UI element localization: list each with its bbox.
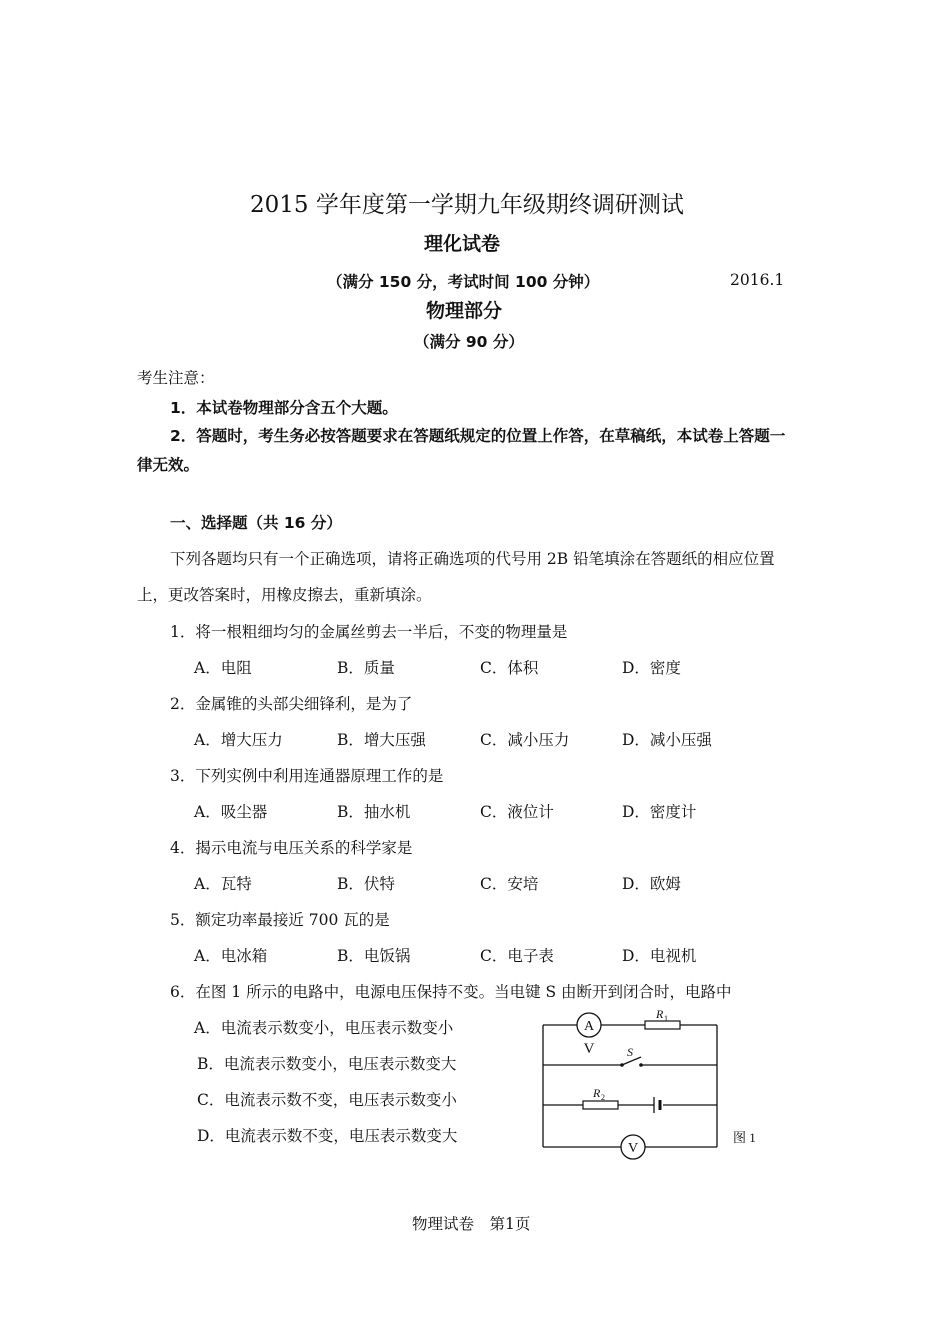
resistor-r1-label: R [656, 1007, 664, 1021]
switch-contact-icon [620, 1063, 624, 1067]
option-d: D．电流表示数不变，电压表示数变大 [197, 1127, 458, 1145]
notice-item-2-line1: 2．答题时，考生务必按答题要求在答题纸规定的位置上作答，在草稿纸，本试卷上答题一 [170, 427, 786, 445]
option-c: C．减小压力 [480, 731, 570, 749]
option-b: B．增大压强 [337, 731, 426, 749]
option-b: B．电流表示数变小，电压表示数变大 [197, 1055, 457, 1073]
notice-item-2-line2: 律无效。 [137, 456, 200, 474]
question-stem: 2．金属锥的头部尖细锋利，是为了 [170, 695, 413, 713]
option-a: A．电流表示数变小，电压表示数变小 [194, 1019, 454, 1037]
option-a: A．电阻 [194, 659, 252, 677]
option-a: A．电冰箱 [194, 947, 268, 965]
question-stem: 6．在图 1 所示的电路中，电源电压保持不变。当电键 S 由断开到闭合时，电路中 [170, 983, 732, 1001]
option-b: B．伏特 [337, 875, 395, 893]
resistor-r2-icon [583, 1101, 618, 1109]
option-c: C．安培 [480, 875, 539, 893]
page-footer: 物理试卷 第1页 [412, 1215, 531, 1233]
switch-label: S [627, 1045, 633, 1059]
notice-item-1: 1．本试卷物理部分含五个大题。 [170, 399, 398, 417]
ammeter-label: A [583, 1019, 595, 1034]
option-d: D．密度 [622, 659, 681, 677]
option-b: B．抽水机 [337, 803, 411, 821]
exam-subtitle: 理化试卷 [424, 233, 501, 255]
option-b: B．质量 [337, 659, 395, 677]
section-heading: 一、选择题（共 16 分） [170, 514, 342, 532]
exam-date: 2016.1 [730, 271, 785, 289]
part-score: （满分 90 分） [414, 333, 524, 351]
option-d: D．电视机 [622, 947, 697, 965]
option-c: C．液位计 [480, 803, 554, 821]
exam-title: 2015 学年度第一学期九年级期终调研测试 [250, 192, 684, 218]
score-time: （满分 150 分，考试时间 100 分钟） [327, 273, 600, 291]
figure-label: 图 1 [733, 1130, 756, 1145]
option-d: D．欧姆 [622, 875, 681, 893]
option-d: D．密度计 [622, 803, 697, 821]
option-a: A．吸尘器 [194, 803, 268, 821]
option-a: A．瓦特 [194, 875, 252, 893]
option-c: C．体积 [480, 659, 539, 677]
switch-contact-icon [639, 1063, 643, 1067]
resistor-r1-subscript: 1 [664, 1014, 668, 1023]
section-intro-line1: 下列各题均只有一个正确选项，请将正确选项的代号用 2B 铅笔填涂在答题纸的相应位置 [170, 550, 775, 568]
option-a: A．增大压力 [194, 731, 283, 749]
question-stem: 4．揭示电流与电压关系的科学家是 [170, 839, 413, 857]
section-intro-line2: 上，更改答案时，用橡皮擦去，重新填涂。 [137, 586, 432, 604]
option-b: B．电饭锅 [337, 947, 411, 965]
voltmeter-label: V [627, 1141, 639, 1156]
resistor-r1-icon [645, 1021, 680, 1029]
question-stem: 5．额定功率最接近 700 瓦的是 [170, 911, 390, 929]
option-c: C．电子表 [480, 947, 554, 965]
resistor-r2-subscript: 2 [601, 1093, 605, 1102]
part-title: 物理部分 [426, 300, 503, 322]
option-c: C．电流表示数不变，电压表示数变小 [197, 1091, 457, 1109]
question-stem: 3．下列实例中利用连通器原理工作的是 [170, 767, 444, 785]
resistor-r2-label: R [593, 1086, 601, 1100]
question-stem: 1．将一根粗细均匀的金属丝剪去一半后，不变的物理量是 [170, 623, 568, 641]
option-d: D．减小压强 [622, 731, 712, 749]
voltmeter-top-label: V [583, 1041, 595, 1057]
circuit-diagram [530, 1005, 770, 1165]
notice-heading: 考生注意： [137, 369, 215, 387]
